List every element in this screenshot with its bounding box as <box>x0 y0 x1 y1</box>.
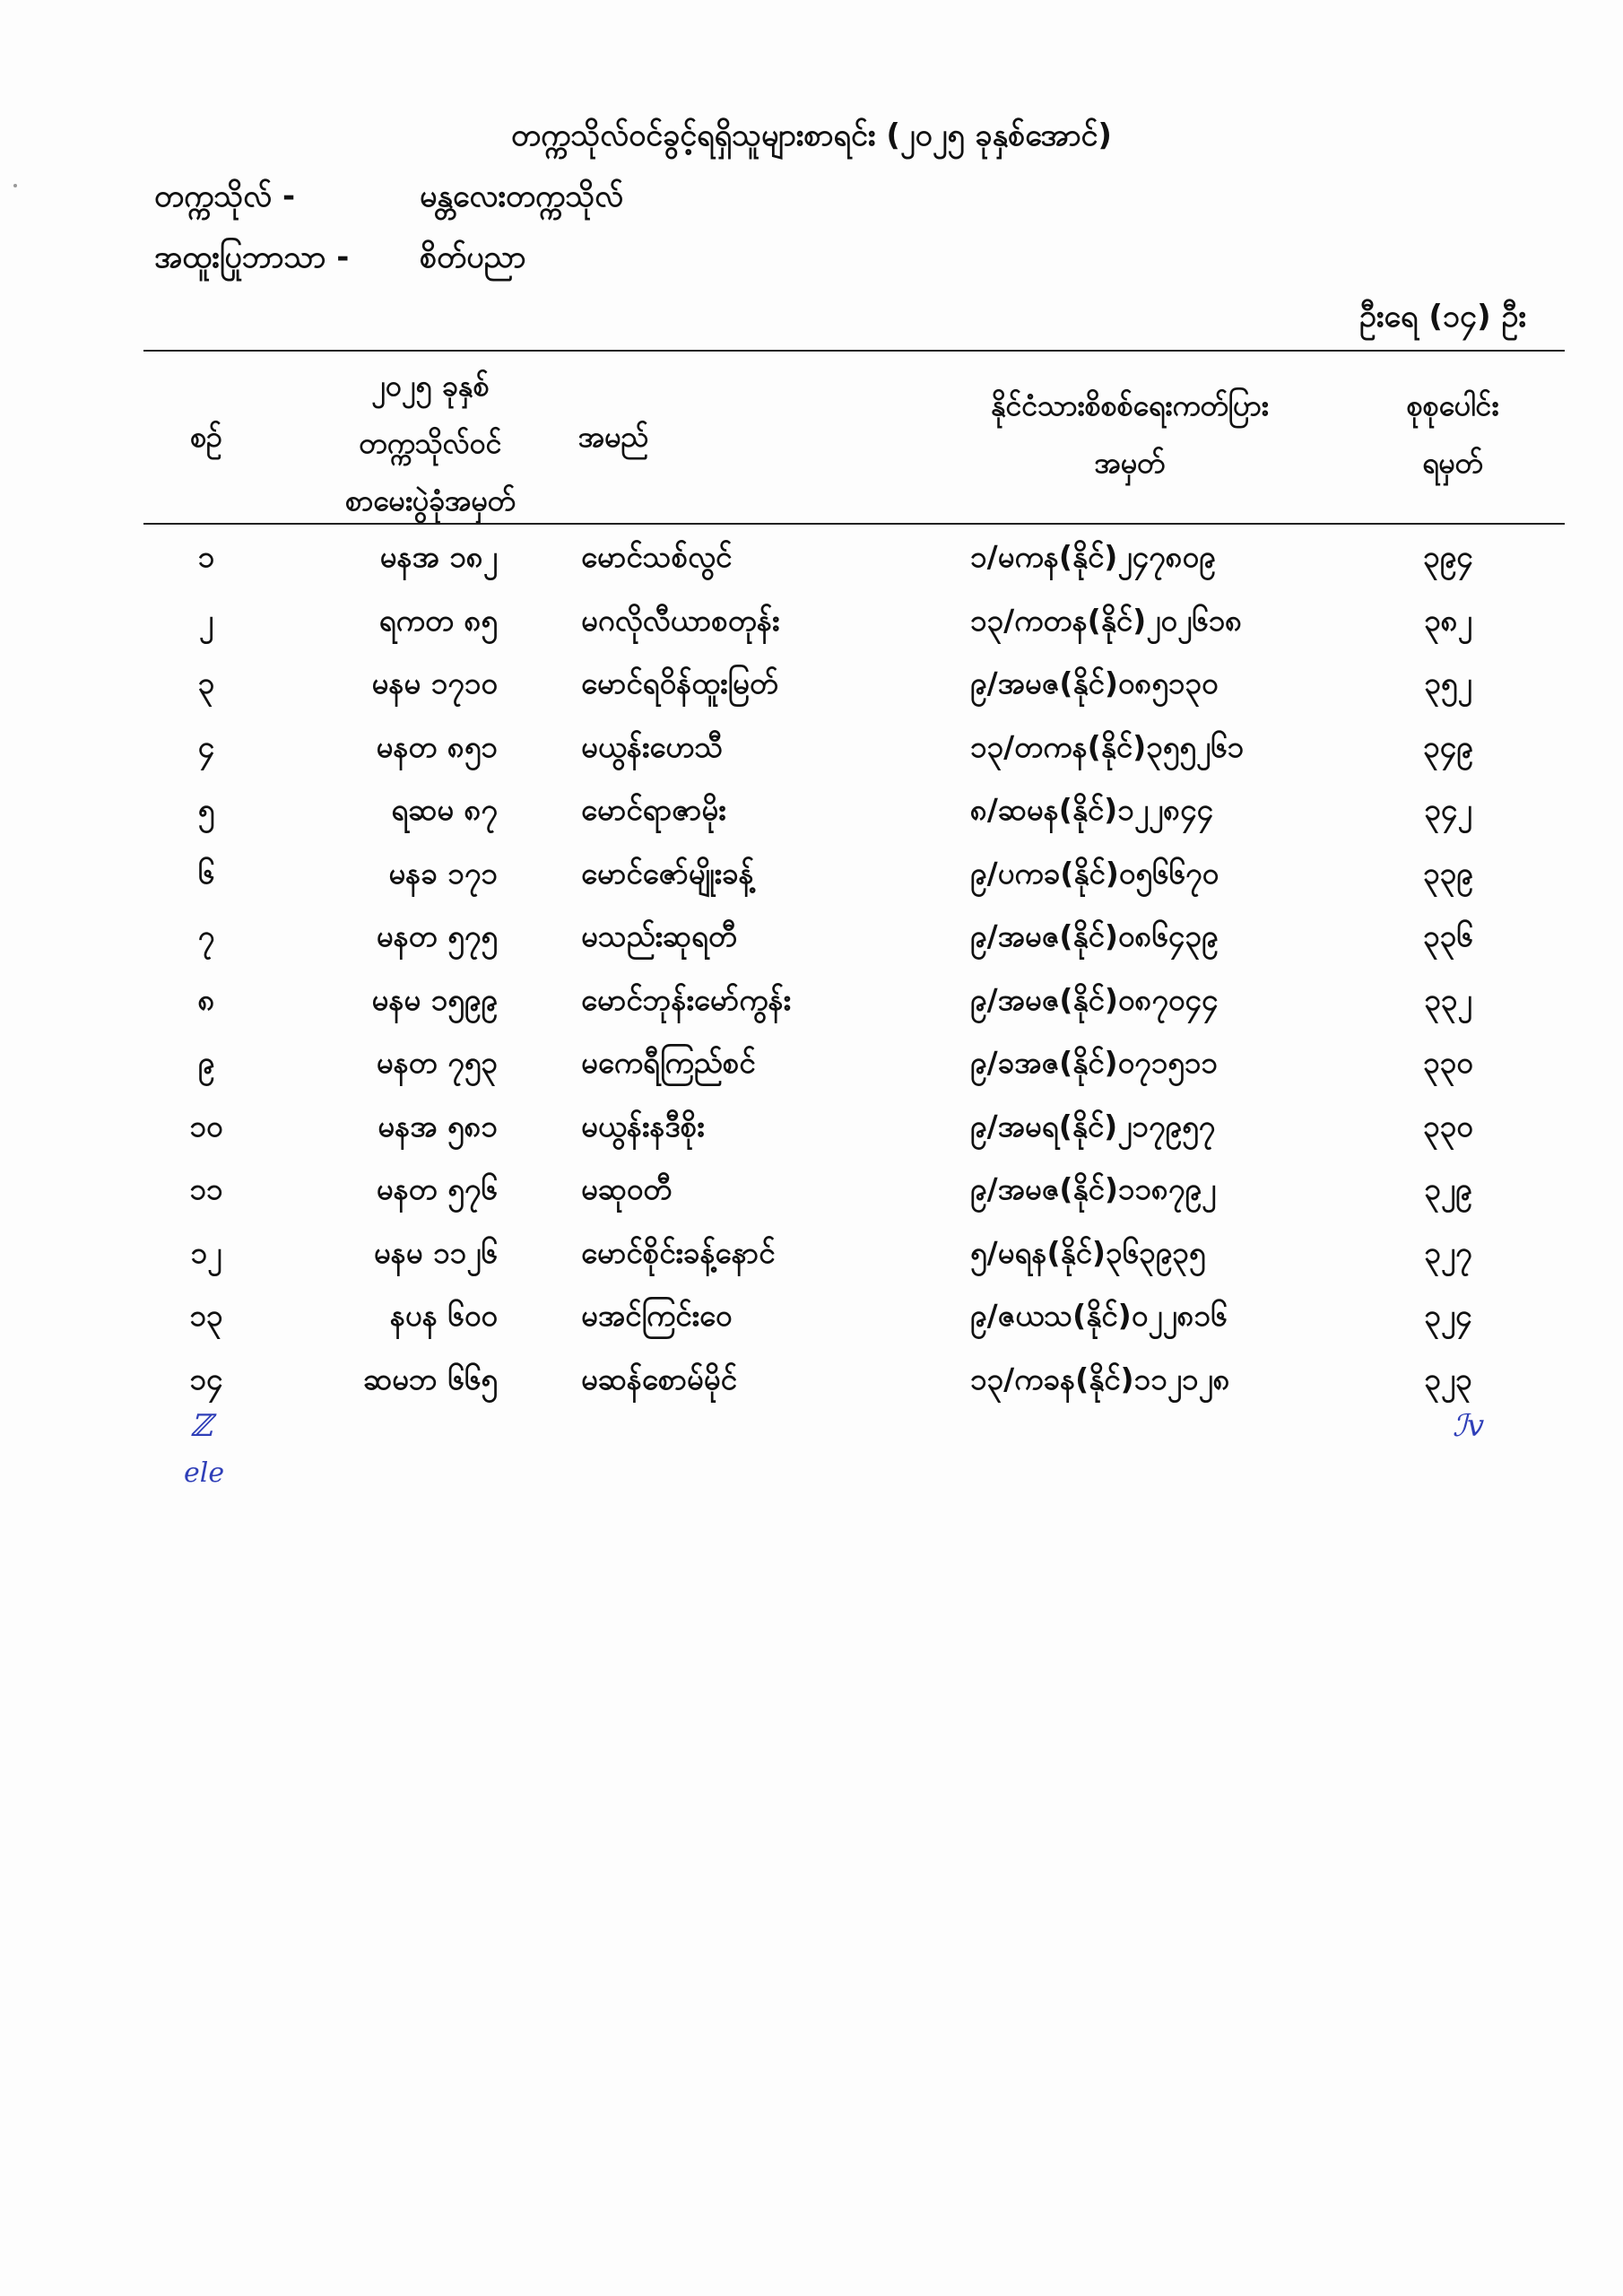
header-total-line2: ရမှတ် <box>1422 446 1483 480</box>
cell-nrc: ၉/အမဇ(နိုင်)၀၈၅၁၃၀ <box>970 665 1219 700</box>
table-row <box>0 1161 1623 1225</box>
scan-mark <box>13 184 17 187</box>
handwritten-initial-left-bottom: ele <box>184 1457 225 1489</box>
table-row <box>0 1099 1623 1162</box>
cell-name: မဂလိုလီယာစတုန်း <box>581 602 780 638</box>
university-value: မန္တလေးတက္ကသိုလ် <box>420 178 624 214</box>
header-name: အမည် <box>578 420 649 454</box>
cell-name: မောင်စိုင်းခန့်နောင် <box>581 1234 776 1270</box>
cell-name: မအင်ကြင်းဝေ <box>581 1298 733 1333</box>
header-nrc-line2: အမှတ် <box>1094 446 1166 480</box>
cell-nrc: ၈/ဆမန(နိုင်)၁၂၂၈၄၄ <box>970 792 1214 827</box>
cell-name: မောင်သစ်လွင် <box>581 539 733 574</box>
cell-total: ၃၉၄ <box>1423 539 1473 574</box>
cell-serial: ၄ <box>197 728 215 764</box>
cell-exam-number: မနတ ၇၅၃ <box>376 1045 498 1080</box>
document-title: တက္ကသိုလ်ဝင်ခွင့်ရရှိသူများစာရင်း (၂၀၂၅ ခုနှစ်အောင်) <box>511 117 1112 153</box>
cell-serial: ၁ <box>197 539 215 574</box>
cell-exam-number: နပန ၆၀၀ <box>389 1298 498 1333</box>
cell-nrc: ၉/အမဇ(နိုင်)၀၈၆၄၃၉ <box>970 918 1219 953</box>
cell-serial: ၁၄ <box>189 1361 223 1396</box>
cell-name: မသည်းဆုရတီ <box>581 918 738 953</box>
cell-nrc: ၅/မရန(နိုင်)၃၆၃၉၃၅ <box>970 1234 1206 1270</box>
cell-exam-number: မနမ ၁၁၂၆ <box>373 1234 498 1270</box>
cell-serial: ၁၃ <box>189 1298 223 1333</box>
cell-total: ၃၃၀ <box>1423 1045 1473 1080</box>
cell-serial: ၁၀ <box>189 1108 223 1144</box>
table-row <box>0 1035 1623 1099</box>
header-exam-line2: တက္ကသိုလ်ဝင် <box>359 426 502 460</box>
cell-name: မောင်ရဝိန်ထူးမြတ် <box>581 665 779 700</box>
table-row <box>0 1225 1623 1289</box>
table-row <box>0 656 1623 719</box>
table-row <box>0 1288 1623 1352</box>
cell-nrc: ၁/မကန(နိုင်)၂၄၇၈၀၉ <box>970 539 1216 574</box>
cell-exam-number: မနတ ၈၅၁ <box>376 728 498 764</box>
cell-serial: ၃ <box>197 665 215 700</box>
table-row <box>0 719 1623 783</box>
cell-exam-number: ဆမဘ ၆၆၅ <box>363 1361 498 1396</box>
cell-name: မကေရီကြည်စင် <box>581 1045 756 1080</box>
table-row <box>0 782 1623 846</box>
cell-nrc: ၉/ဇယသ(နိုင်)၀၂၂၈၁၆ <box>970 1298 1228 1333</box>
header-exam-line3: စာမေးပွဲခုံအမှတ် <box>345 483 516 517</box>
table-header-rule <box>143 523 1565 525</box>
cell-total: ၃၂၄ <box>1424 1298 1472 1333</box>
cell-nrc: ၁၃/တကန(နိုင်)၃၅၅၂၆၁ <box>970 728 1245 764</box>
cell-nrc: ၁၃/ကတန(နိုင်)၂၀၂၆၁၈ <box>970 602 1243 638</box>
cell-nrc: ၉/ပကခ(နိုင်)၀၅၆၆၇၀ <box>970 855 1219 891</box>
table-row <box>0 593 1623 657</box>
cell-total: ၃၅၂ <box>1424 665 1472 700</box>
cell-total: ၃၃၂ <box>1424 981 1472 1017</box>
cell-serial: ၈ <box>197 981 215 1017</box>
cell-nrc: ၉/အမဇ(နိုင်)၁၁၈၇၉၂ <box>970 1171 1217 1206</box>
header-exam-line1: ၂၀၂၅ ခုနှစ် <box>371 369 490 403</box>
cell-total: ၃၈၂ <box>1424 602 1472 638</box>
table-row <box>0 909 1623 972</box>
header-exam-number <box>296 357 565 529</box>
cell-exam-number: မနမ ၁၇၁၀ <box>371 665 498 700</box>
cell-total: ၃၂၃ <box>1424 1361 1472 1396</box>
table-row <box>0 1352 1623 1415</box>
cell-nrc: ၉/အမဇ(နိုင်)၀၈၇၀၄၄ <box>970 981 1219 1017</box>
cell-name: မယွန်းနဒီစိုး <box>581 1108 705 1144</box>
cell-total: ၃၄၂ <box>1424 792 1472 827</box>
major-label: အထူးပြုဘာသာ - <box>154 239 350 275</box>
table-top-rule <box>143 350 1565 352</box>
table-body <box>0 529 1623 1414</box>
cell-exam-number: မနတ ၅၇၅ <box>376 918 498 953</box>
candidate-count: ဦးရေ (၁၄) ဦး <box>1359 299 1526 335</box>
cell-serial: ၅ <box>197 792 215 827</box>
header-nrc <box>942 377 1318 491</box>
cell-name: မဆုဝတီ <box>581 1171 673 1206</box>
table-row <box>0 846 1623 909</box>
cell-serial: ၁၁ <box>189 1171 223 1206</box>
cell-serial: ၂ <box>198 602 214 638</box>
cell-exam-number: မနခ ၁၇၁ <box>388 855 498 891</box>
handwritten-initial-left-top: ℤ <box>190 1408 213 1444</box>
cell-exam-number: ရကတ ၈၅ <box>378 602 498 638</box>
cell-nrc: ၁၃/ကခန(နိုင်)၁၁၂၁၂၈ <box>970 1361 1230 1396</box>
header-total-line1: စုစုပေါင်း <box>1406 388 1499 422</box>
cell-total: ၃၃၀ <box>1423 1108 1473 1144</box>
cell-serial: ၁၂ <box>190 1234 222 1270</box>
cell-exam-number: မနမ ၁၅၉၉ <box>371 981 498 1017</box>
cell-name: မောင်ဘုန်းမော်ကွန်း <box>581 981 791 1017</box>
cell-total: ၃၂၇ <box>1424 1234 1472 1270</box>
cell-name: မဆန်စောမ်မိုင် <box>581 1361 737 1396</box>
table-row <box>0 972 1623 1036</box>
cell-nrc: ၉/အမရ(နိုင်)၂၁၇၉၅၇ <box>970 1108 1216 1144</box>
cell-nrc: ၉/ခအဇ(နိုင်)၀၇၁၅၁၁ <box>970 1045 1218 1080</box>
table-row <box>0 529 1623 593</box>
header-nrc-line1: နိုင်ငံသားစိစစ်ရေးကတ်ပြား <box>991 388 1269 422</box>
handwritten-initial-right: ℐv <box>1453 1408 1485 1444</box>
cell-name: မောင်ရာဇာမိုး <box>581 792 726 827</box>
header-serial: စဉ် <box>190 420 222 454</box>
cell-exam-number: မနအ ၅၈၁ <box>378 1108 498 1144</box>
cell-total: ၃၃၆ <box>1423 918 1473 953</box>
header-total <box>1354 377 1551 491</box>
cell-total: ၃၄၉ <box>1423 728 1473 764</box>
university-label: တက္ကသိုလ် - <box>154 178 296 214</box>
cell-name: မောင်ဇော်မျိုးခန့် <box>581 855 754 891</box>
cell-total: ၃၃၉ <box>1423 855 1473 891</box>
cell-serial: ၉ <box>197 1045 215 1080</box>
major-value: စိတ်ပညာ <box>420 239 526 275</box>
cell-exam-number: မနတ ၅၇၆ <box>376 1171 498 1206</box>
cell-exam-number: မနအ ၁၈၂ <box>379 539 498 574</box>
cell-serial: ၆ <box>197 855 215 891</box>
cell-serial: ၇ <box>197 918 215 953</box>
cell-name: မယွန်းဟေသီ <box>581 728 724 764</box>
cell-total: ၃၂၉ <box>1424 1171 1472 1206</box>
cell-exam-number: ရဆမ ၈၇ <box>391 792 498 827</box>
